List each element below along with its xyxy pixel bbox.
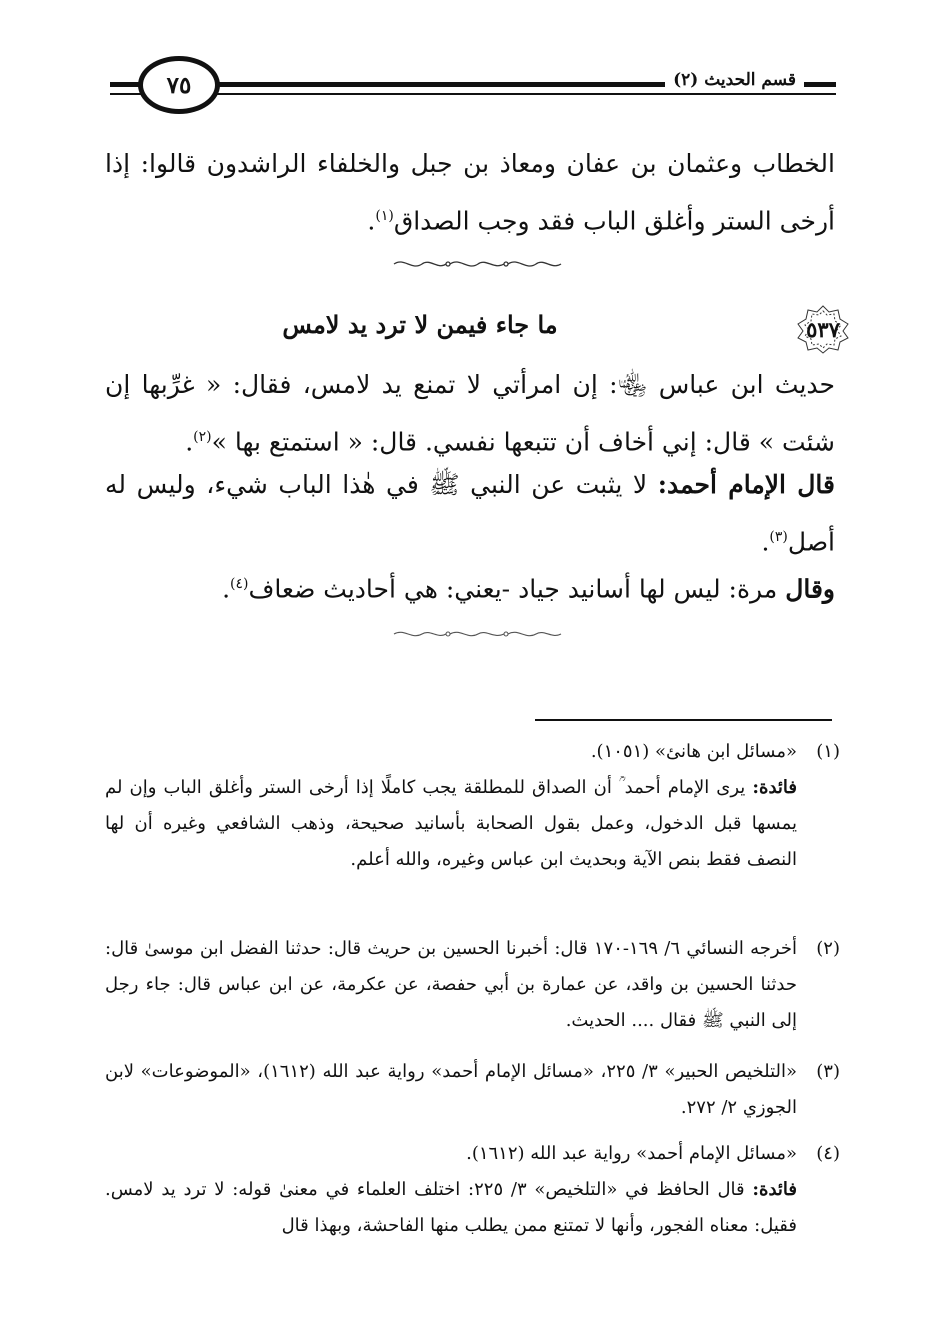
footnote-text: يرى الإمام أحمد ؒ أن الصداق للمطلقة يجب كاملًا إذا أرخى الستر وأغلق الباب وإن لم يمسها قبل الدخول، وعمل بقول الصحابة بأسانيد صحيحة، وذهب الشافعي وغيره أن لها النصف فقط بنص الآية وبحديث ابن عباس وغيره، والله أعلم. — [105, 777, 797, 870]
intro-text: الخطاب وعثمان بن عفان ومعاذ بن جبل والخلفاء الراشدون قالوا: إذا أرخى الستر وأغلق الباب فقد وجب الصداق — [105, 149, 835, 236]
ornament-divider-top — [390, 256, 565, 272]
again-text: مرة: ليس لها أسانيد جياد -يعني: هي أحاديث ضعاف — [248, 574, 786, 604]
footnote-line: أخرجه النسائي ٦/ ١٦٩-١٧٠ قال: أخبرنا الحسين بن حريث قال: حدثنا الفضل ابن موسىٰ قال: حدثنا الحسين بن واقد، عن عمارة بن أبي حفصة، عن عكرمة، عن ابن عباس قال: جاء رجل إلى النبي ﷺ فقال .... الحديث. — [105, 938, 797, 1031]
footnote-label: فائدة: — [752, 777, 797, 798]
again-label: وقال — [785, 574, 835, 604]
hadith-end: . — [185, 427, 194, 457]
section-number: ٥٣٧ — [806, 316, 840, 342]
footnote-3 — [105, 1054, 840, 1126]
intro-end: . — [367, 206, 376, 236]
footnote-text: قال الحافظ في «التلخيص» ٣/ ٢٢٥: اختلف العلماء في معنىٰ قوله: لا ترد يد لامس. فقيل: معناه الفجور، وأنها لا تمتنع ممن يطلب منها الفاحشة، وبهذا قال — [105, 1179, 797, 1236]
header-rule-thin — [110, 93, 836, 95]
footnote-number: (٣) — [816, 1061, 840, 1082]
footnote-line: «مسائل ابن هانئ» (١٠٥١). — [590, 741, 797, 762]
footnote-line — [105, 1172, 797, 1244]
footnote-label: فائدة: — [752, 1179, 797, 1200]
footnote-number: (٢) — [816, 938, 840, 959]
footnote-number: (١) — [816, 741, 840, 762]
footnote-separator — [535, 719, 832, 721]
footnote-line: «مسائل الإمام أحمد» رواية عبد الله (١٦١٢). — [466, 1143, 797, 1164]
again-end: . — [222, 574, 231, 604]
again-paragraph — [105, 558, 835, 615]
hadith-text: حديث ابن عباس ﵄: إن امرأتي لا تمنع يد لامس، فقال: « غرِّبها إن شئت » قال: إني أخاف أن تتبعها نفسي. قال: « استمتع بها » — [105, 370, 835, 457]
footnote-ref-2: (٢) — [193, 429, 212, 445]
ornament-divider-bottom — [390, 626, 565, 642]
ahmad-end: . — [761, 527, 770, 557]
intro-paragraph — [105, 137, 835, 247]
running-title: قسم الحديث (٢) — [665, 70, 804, 90]
footnote-ref-1: (١) — [375, 208, 394, 224]
footnote-4 — [105, 1136, 840, 1244]
footnote-line: «التلخيص الحبير» ٣/ ٢٢٥، «مسائل الإمام أحمد» رواية عبد الله (١٦١٢)، «الموضوعات» لابن الجوزي ٢/ ٢٧٢. — [105, 1061, 798, 1118]
ahmad-text: لا يثبت عن النبي ﷺ في هٰذا الباب شيء، وليس له أصل — [105, 470, 835, 557]
section-title: ما جاء فيمن لا ترد يد لامس — [282, 310, 558, 339]
page-number: ٧٥ — [138, 56, 220, 114]
footnote-ref-3: (٣) — [769, 529, 788, 545]
ahmad-label: قال الإمام أحمد: — [657, 470, 835, 499]
footnote-1 — [105, 734, 840, 878]
footnote-ref-4: (٤) — [230, 576, 249, 592]
footnote-line — [105, 770, 797, 878]
ahmad-paragraph — [105, 458, 835, 568]
footnote-2 — [105, 931, 840, 1039]
hadith-paragraph — [105, 358, 835, 468]
footnote-number: (٤) — [816, 1143, 840, 1164]
